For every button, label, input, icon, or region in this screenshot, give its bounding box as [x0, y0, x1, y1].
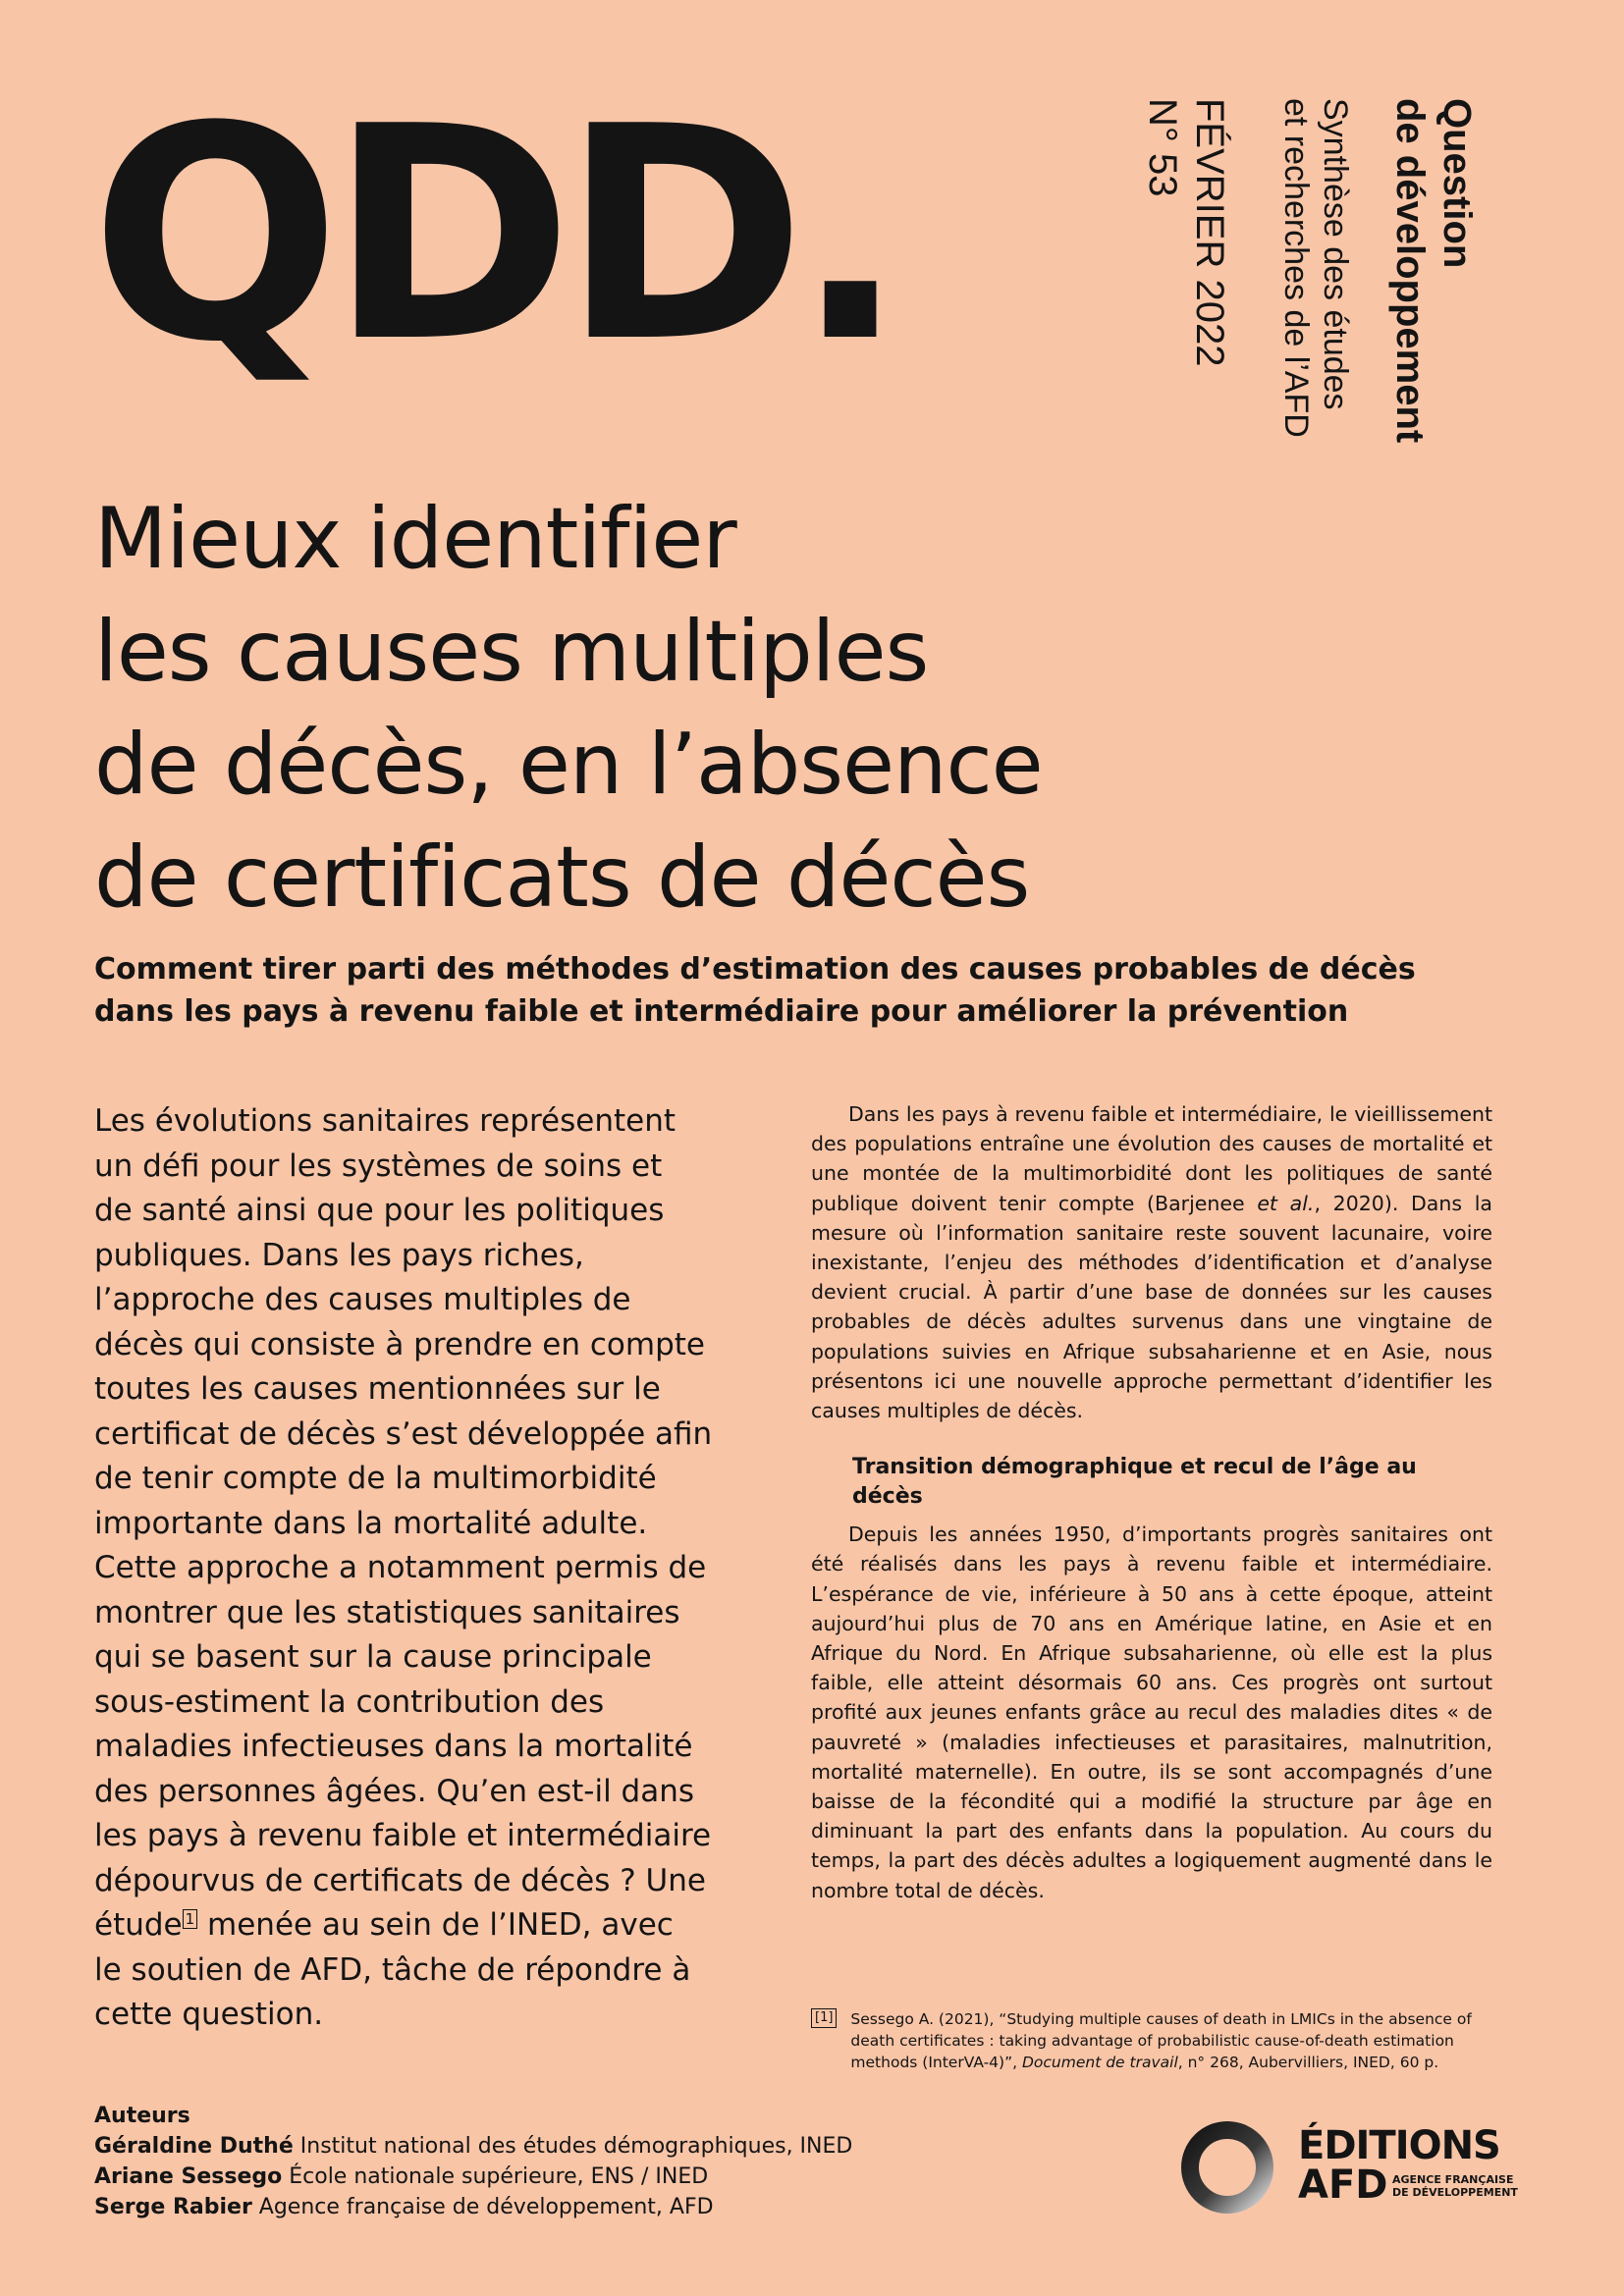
lead-line: toutes les causes mentionnées sur le [94, 1371, 661, 1407]
title-line: de décès, en l’absence [94, 716, 1043, 814]
footnote-text-part: , n° 268, Aubervilliers, INED, 60 p. [1177, 2054, 1439, 2071]
series-subtitle-line1: Synthèse des études [1317, 98, 1354, 410]
lead-line: certificat de décès s’est développée afin [94, 1415, 713, 1452]
author-affiliation: Institut national des études démographiques, INED [293, 2134, 853, 2159]
ring-icon [1178, 2118, 1276, 2216]
lead-line: maladies infectieuses dans la mortalité [94, 1729, 693, 1764]
lead-line: sous-estiment la contribution des [94, 1683, 605, 1720]
series-subtitle [1276, 98, 1355, 438]
issue-number: N° 53 [1141, 98, 1184, 197]
footnote-text-part: Sessego A. (2021), “Studying multiple causes of death in LMICs in the absence of death certificates : taking advantage of probabilistic cause-of-death estimation methods (InterVA-4)”, [850, 2010, 1472, 2071]
lead-line: montrer que les statistiques sanitaires [94, 1594, 680, 1630]
lead-paragraph [94, 1099, 782, 2038]
page-title [94, 483, 1322, 934]
editions-label: ÉDITIONS [1298, 2123, 1500, 2168]
etude-rest: menée au sein de l’INED, avec [197, 1907, 674, 1943]
body-italic: et al. [1257, 1191, 1315, 1215]
body-text: , 2020). Dans la mesure où l’information sanitaire reste souvent lacunaire, voire inexistante, l’enjeu des méthodes d’identification et d’analyse devient crucial. À partir d’une base de données sur les causes probables de décès adultes survenus dans une vingtaine de populations suivies en Afrique subsaharienne et en Asie, nous présentons ici une nouvelle approche permettant d’identifier les causes multiples de décès. [811, 1191, 1492, 1423]
lead-line: qui se basent sur la cause principale [94, 1639, 652, 1675]
lead-line: importante dans la mortalité adulte. [94, 1505, 648, 1541]
author-name: Ariane Sessego [94, 2164, 283, 2189]
lead-line [94, 1903, 782, 1949]
footnote [811, 2008, 1492, 2073]
lead-line: dépourvus de certificats de décès ? Une [94, 1862, 706, 1898]
author-item [94, 2162, 1076, 2192]
etude-word: étude [94, 1907, 183, 1943]
agency-line: AGENCE FRANÇAISE [1392, 2173, 1514, 2186]
footnote-marker: [1] [811, 2008, 837, 2028]
lead-line: un défi pour les systèmes de soins et [94, 1148, 663, 1184]
lead-line: de santé ainsi que pour les politiques [94, 1193, 665, 1228]
author-item [94, 2192, 1076, 2222]
subtitle-line: dans les pays à revenu faible et intermédiaire pour améliorer la prévention [94, 994, 1349, 1029]
series-subtitle-line2: et recherches de l’AFD [1277, 98, 1315, 438]
footnote-reference[interactable]: 1 [183, 1909, 198, 1929]
title-line: les causes multiples [94, 603, 929, 701]
lead-line: Les évolutions sanitaires représentent [94, 1103, 676, 1139]
footnote-italic: Document de travail [1021, 2054, 1178, 2071]
authors-block [94, 2101, 1076, 2222]
agency-line: DE DÉVELOPPEMENT [1392, 2186, 1518, 2199]
authors-heading: Auteurs [94, 2104, 190, 2128]
author-affiliation: Agence française de développement, AFD [251, 2195, 714, 2219]
series-title-line1: Question [1435, 98, 1479, 269]
lead-line: décès qui consiste à prendre en compte [94, 1326, 705, 1362]
lead-line: cette question. [94, 1997, 324, 2032]
body-text: Dans les pays à revenu faible et intermédiaire, le vieillissement des populations entraîne une évolution des causes de mortalité et une montée de la multimorbidité dont les politiques de santé publique doivent tenir compte (Barjenee [811, 1102, 1492, 1215]
lead-line: les pays à revenu faible et intermédiaire [94, 1818, 712, 1853]
author-name: Géraldine Duthé [94, 2134, 294, 2159]
subtitle-line: Comment tirer parti des méthodes d’estimation des causes probables de décès [94, 952, 1416, 987]
section-heading: Transition démographique et recul de l’âge au décès [852, 1455, 1417, 1510]
title-line: Mieux identifier [94, 490, 736, 588]
agency-label [1392, 2173, 1518, 2199]
body-paragraph-1 [811, 1099, 1492, 1425]
author-name: Serge Rabier [94, 2195, 252, 2219]
lead-line: l’approche des causes multiples de [94, 1282, 631, 1317]
lead-line: de tenir compte de la multimorbidité [94, 1461, 657, 1496]
series-title [1386, 98, 1481, 443]
afd-label: AFD [1298, 2163, 1388, 2208]
title-line: de certificats de décès [94, 828, 1030, 927]
footnote-text [850, 2008, 1492, 2073]
lead-line: publiques. Dans les pays riches, [94, 1237, 584, 1273]
issue-info [1139, 98, 1233, 366]
lead-line: des personnes âgées. Qu’en est-il dans [94, 1773, 695, 1809]
body-paragraph-2: Depuis les années 1950, d’importants progrès sanitaires ont été réalisés dans les pays à revenu faible et intermédiaire. L’espérance de vie, inférieure à 50 ans à cette époque, atteint aujourd’hui plus de 70 ans en Amérique latine, en Asie et en Afrique du Nord. En Afrique subsaharienne, où elle est la plus faible, elle atteint désormais 60 ans. Ces progrès ont surtout profité aux jeunes enfants grâce au recul des maladies dites « de pauvreté » (maladies infectieuses et parasitaires, malnutrition, mortalité maternelle). En outre, ils se sont accompagnés d’une baisse de la fécondité qui a modifié la structure par âge en diminuant la part des enfants dans la population. Au cours du temps, la part des décès adultes a logiquement augmenté dans le nombre total de décès. [811, 1522, 1492, 1902]
page-subtitle [94, 948, 1508, 1033]
series-title-line2: de développement [1388, 98, 1432, 444]
qdd-logo: QDD. [90, 64, 895, 406]
issue-date: FÉVRIER 2022 [1188, 98, 1231, 367]
lead-line: le soutien de AFD, tâche de répondre à [94, 1951, 691, 1988]
lead-line: Cette approche a notamment permis de [94, 1550, 707, 1585]
author-item [94, 2131, 1076, 2162]
author-affiliation: École nationale supérieure, ENS / INED [282, 2164, 709, 2189]
body-column [811, 1099, 1492, 1905]
editions-afd-logo [1178, 2114, 1518, 2222]
